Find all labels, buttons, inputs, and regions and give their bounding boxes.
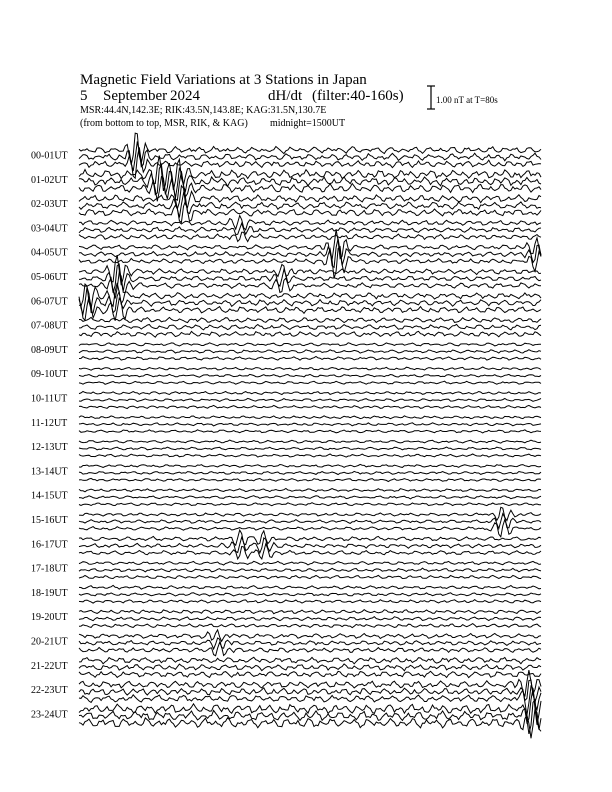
trace-rik-20-21ut xyxy=(79,638,541,649)
scale-bar xyxy=(427,86,435,109)
trace-rik-02-03ut xyxy=(79,193,541,217)
trace-kag-14-15ut xyxy=(79,489,541,492)
subtitle-day: 5 xyxy=(80,88,88,104)
row-label-06-07ut: 06-07UT xyxy=(31,296,68,308)
trace-msr-13-14ut xyxy=(79,478,541,481)
row-label-09-10ut: 09-10UT xyxy=(31,369,68,381)
row-label-05-06ut: 05-06UT xyxy=(31,272,68,283)
row-label-13-14ut: 13-14UT xyxy=(31,466,68,478)
row-label-23-24ut: 23-24UT xyxy=(31,709,68,721)
chart-title: Magnetic Field Variations at 3 Stations in Japan xyxy=(80,72,367,88)
trace-kag-18-19ut xyxy=(79,585,541,589)
trace-kag-07-08ut xyxy=(79,317,541,322)
trace-rik-11-12ut xyxy=(79,423,541,426)
trace-rik-14-15ut xyxy=(79,496,541,499)
row-label-11-12ut: 11-12UT xyxy=(31,417,68,429)
trace-kag-12-13ut xyxy=(79,440,541,443)
trace-rik-00-01ut xyxy=(79,142,541,172)
trace-rik-13-14ut xyxy=(79,471,541,474)
row-label-02-03ut: 02-03UT xyxy=(31,199,68,211)
row-label-16-17ut: 16-17UT xyxy=(31,539,68,551)
trace-kag-08-09ut xyxy=(79,343,541,346)
trace-rik-12-13ut xyxy=(79,447,541,450)
trace-rik-21-22ut xyxy=(79,664,541,671)
scale-label: 1.00 nT at T=80s xyxy=(436,95,498,105)
row-label-22-23ut: 22-23UT xyxy=(31,685,68,697)
trace-msr-11-12ut xyxy=(79,430,541,433)
trace-rik-09-10ut xyxy=(79,374,541,377)
trace-kag-21-22ut xyxy=(79,657,541,664)
row-label-12-13ut: 12-13UT xyxy=(31,442,68,454)
row-label-14-15ut: 14-15UT xyxy=(31,490,68,502)
subtitle-year: 2024 xyxy=(170,88,200,104)
row-label-01-02ut: 01-02UT xyxy=(31,174,68,186)
row-label-00-01ut: 00-01UT xyxy=(31,150,68,162)
subtitle-filter: (filter:40-160s) xyxy=(312,88,404,104)
subtitle-quantity: dH/dt xyxy=(268,88,303,104)
trace-msr-07-08ut xyxy=(79,331,541,337)
trace-kag-09-10ut xyxy=(79,367,541,370)
trace-msr-20-21ut xyxy=(79,642,541,655)
trace-rik-07-08ut xyxy=(79,324,541,330)
trace-msr-17-18ut xyxy=(79,575,541,578)
trace-msr-08-09ut xyxy=(79,357,541,361)
trace-kag-13-14ut xyxy=(79,464,541,467)
trace-kag-16-17ut xyxy=(79,530,541,545)
row-label-04-05ut: 04-05UT xyxy=(31,247,68,259)
trace-rik-19-20ut xyxy=(79,617,541,621)
trace-rik-10-11ut xyxy=(79,398,541,401)
trace-kag-20-21ut xyxy=(79,630,541,642)
trace-msr-14-15ut xyxy=(79,503,541,506)
trace-kag-15-16ut xyxy=(79,507,541,520)
subtitle-month: September xyxy=(103,88,168,104)
row-label-19-20ut: 19-20UT xyxy=(31,612,68,624)
trace-msr-18-19ut xyxy=(79,600,541,604)
trace-msr-23-24ut xyxy=(79,709,541,738)
trace-msr-09-10ut xyxy=(79,381,541,384)
trace-rik-01-02ut xyxy=(79,164,541,198)
midnight-line: midnight=1500UT xyxy=(270,118,346,129)
row-label-17-18ut: 17-18UT xyxy=(31,563,68,575)
row-label-21-22ut: 21-22UT xyxy=(31,660,68,672)
trace-kag-11-12ut xyxy=(79,416,541,419)
trace-msr-10-11ut xyxy=(79,405,541,408)
trace-rik-16-17ut xyxy=(79,537,541,553)
trace-rik-17-18ut xyxy=(79,568,541,572)
trace-msr-00-01ut xyxy=(79,147,541,178)
trace-msr-06-07ut xyxy=(79,296,541,320)
station-order-line: (from bottom to top, MSR, RIK, & KAG) xyxy=(80,118,248,129)
trace-msr-05-06ut xyxy=(79,273,541,299)
trace-msr-21-22ut xyxy=(79,671,541,677)
trace-rik-23-24ut xyxy=(79,700,541,734)
row-label-07-08ut: 07-08UT xyxy=(31,320,68,332)
trace-kag-10-11ut xyxy=(79,392,541,395)
trace-msr-19-20ut xyxy=(79,624,541,628)
trace-kag-19-20ut xyxy=(79,610,541,614)
trace-kag-02-03ut xyxy=(79,186,541,209)
trace-rik-18-19ut xyxy=(79,593,541,596)
row-label-18-19ut: 18-19UT xyxy=(31,587,68,599)
trace-rik-08-09ut xyxy=(79,350,541,353)
row-label-20-21ut: 20-21UT xyxy=(31,636,68,648)
stations-line: MSR:44.4N,142.3E; RIK:43.5N,143.8E; KAG:31.5N,130.7E xyxy=(80,105,327,116)
trace-msr-04-05ut xyxy=(79,247,541,279)
row-label-03-04ut: 03-04UT xyxy=(31,223,68,235)
trace-msr-22-23ut xyxy=(79,686,541,715)
row-label-10-11ut: 10-11UT xyxy=(31,393,68,405)
trace-rik-05-06ut xyxy=(79,264,541,293)
trace-kag-17-18ut xyxy=(79,561,541,565)
row-label-08-09ut: 08-09UT xyxy=(31,344,68,356)
row-label-15-16ut: 15-16UT xyxy=(31,515,68,526)
trace-msr-03-04ut xyxy=(79,232,541,241)
trace-msr-12-13ut xyxy=(79,454,541,457)
